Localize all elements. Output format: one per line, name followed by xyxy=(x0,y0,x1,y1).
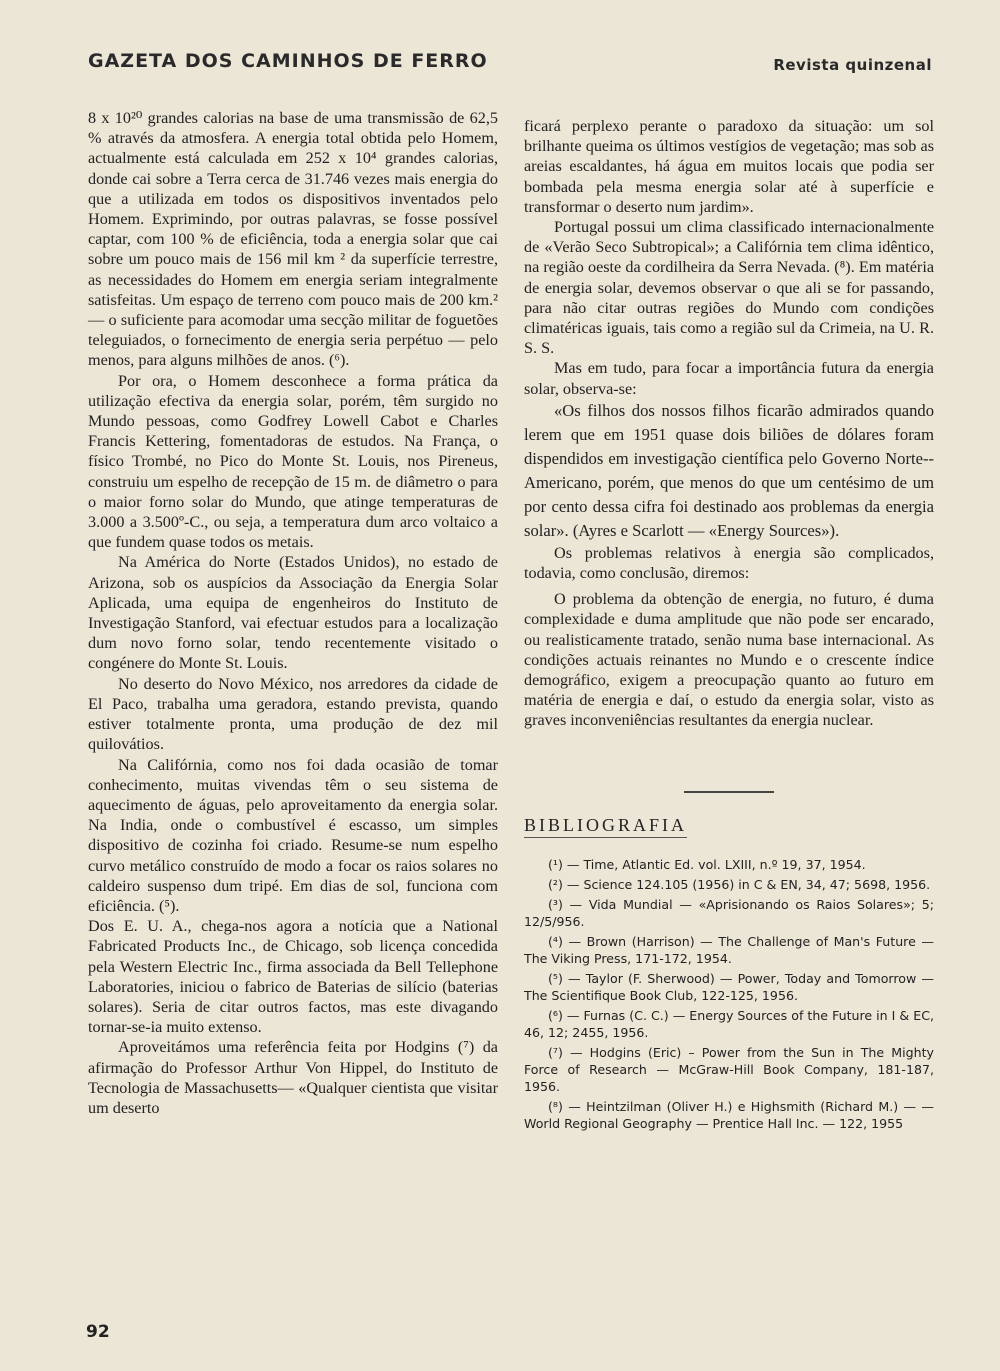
bibliography-list xyxy=(524,856,934,1132)
paragraph: ficará perplexo perante o paradoxo da situação: um sol brilhante queima os últimos vestígios de vegetação; mas sob as areias escaldantes, há água em muitos locais que podia ser bombada pela mesma energia solar até à superfície e transformar o deserto num jardim». xyxy=(524,117,934,216)
paragraph: Mas em tudo, para focar a importância futura da energia solar, observa-se: xyxy=(524,359,934,398)
paragraph: No deserto do Novo México, nos arredores da cidade de El Paco, trabalha uma geradora, estando prevista, quando estiver totalmente pronta, uma produção de dez mil quilovátios. xyxy=(88,674,498,754)
paragraph: 8 x 10²⁰ grandes calorias na base de uma transmissão de 62,5 % através da atmosfera. A energia total obtida pelo Homem, actualmente está calculada em 252 x 10⁴ grandes calorias, donde cai sobre a Terra cerca de 31.746 vezes mais energia do que a utilizada em todos os dispositivos inventados pelo Homem. Exprimindo, por outras palavras, se fosse possível captar, com 100 % de eficiência, toda a energia solar que cai sobre um pouco mais de 156 mil km ² da superfície terrestre, as necessidades do Homem em energia seriam integralmente satisfeitas. Um espaço de terreno com pouco mais de 200 km.² — o suficiente para acomodar uma secção militar de foguetões teleguiados, o fornecimento de energia seria perpétuo — pelo menos, para alguns milhões de anos. (⁶). xyxy=(88,109,498,370)
journal-title: GAZETA DOS CAMINHOS DE FERRO xyxy=(88,50,488,72)
bibliography-item: (⁸) — Heintzilman (Oliver H.) e Highsmith (Richard M.) — — World Regional Geography — Prentice Hall Inc. — 122, 1955 xyxy=(524,1098,934,1131)
bibliography-item: (³) — Vida Mundial — «Aprisionando os Raios Solares»; 5; 12/5/956. xyxy=(524,896,934,929)
paragraph: Dos E. U. A., chega-nos agora a notícia que a National Fabricated Products Inc., de Chicago, sob licença concedida pela Western Electric Inc., firma associada da Bell Tellephone Laboratories, iniciou o fabrico de Baterias de silício (baterias solares). Seria de citar outros factos, mas este divagando tornar-se-ia muito extenso. xyxy=(88,917,498,1037)
left-column xyxy=(88,108,498,1118)
paragraph: Aproveitámos uma referência feita por Hodgins (⁷) da afirmação do Professor Arthur Von Hippel, do Instituto de Tecnologia de Massachusetts— «Qualquer cientista que visitar um deserto xyxy=(88,1038,498,1117)
block-quote: «Os filhos dos nossos filhos ficarão admirados quando lerem que em 1951 quase dois biliões de dólares foram dispendidos em investigação científica pelo Governo Norte--Americano, porém, que menos do que um centésimo de um por cento dessa cifra foi destinado aos problemas da energia solar». (Ayres e Scarlott — «Energy Sources»). xyxy=(524,400,934,540)
section-divider xyxy=(684,791,774,793)
paragraph: Na América do Norte (Estados Unidos), no estado de Arizona, sob os auspícios da Associação da Energia Solar Aplicada, uma equipa de engenheiros do Instituto de Investigação Stanford, vai efectuar estudos para a localização dum novo forno solar, tendo recentemente visitado o congénere do Monte St. Louis. xyxy=(88,553,498,673)
bibliography-item: (⁵) — Taylor (F. Sherwood) — Power, Today and Tomorrow — The Scientifique Book Club, 122-125, 1956. xyxy=(524,970,934,1003)
paragraph: Os problemas relativos à energia são complicados, todavia, como conclusão, diremos: xyxy=(524,543,934,583)
bibliography-item: (⁴) — Brown (Harrison) — The Challenge of Man's Future — The Viking Press, 171-172, 1954. xyxy=(524,933,934,966)
bibliography-item: (⁷) — Hodgins (Eric) – Power from the Sun in The Mighty Force of Research — McGraw-Hill Book Company, 181-187, 1956. xyxy=(524,1044,934,1094)
conclusion-paragraph: O problema da obtenção de energia, no futuro, é duma complexidade e duma amplitude que não pode ser encarado, ou realisticamente tratado, senão numa base internacional. As condições actuais reinantes no Mundo e o crescente índice demográfico, exigem a preocupação quanto ao futuro em matéria de energia e daí, o estudo da energia solar, visto as graves inconveniências resultantes da energia nuclear. xyxy=(524,590,934,730)
journal-subtitle: Revista quinzenal xyxy=(773,56,932,74)
bibliography-item: (¹) — Time, Atlantic Ed. vol. LXIII, n.º 19, 37, 1954. xyxy=(548,856,866,872)
paragraph: Portugal possui um clima classificado internacionalmente de «Verão Seco Subtropical»; a Califórnia tem clima idêntico, na região oeste da cordilheira da Serra Nevada. (⁸). Em matéria de energia solar, devemos observar o que ali se for passando, para não citar outras regiões do Mundo com condições climatéricas iguais, tais como a região sul da Crimeia, na U. R. S. S. xyxy=(524,218,934,358)
page-number: 92 xyxy=(86,1322,110,1342)
bibliography-item: (⁶) — Furnas (C. C.) — Energy Sources of the Future in I & EC, 46, 12; 2455, 1956. xyxy=(524,1007,934,1040)
paragraph: Na Califórnia, como nos foi dada ocasião de tomar conhecimento, muitas vivendas têm o seu sistema de aquecimento de águas, pelo aproveitamento da energia solar. Na India, onde o combustível é escasso, um simples dispositivo de cozinha foi criado. Resume-se num espelho curvo metálico construído de modo a focar os raios solares no caldeiro suspenso dum tripé. Em dias de sol, funciona com eficiência. (⁵). xyxy=(88,755,498,915)
bibliography-title: BIBLIOGRAFIA xyxy=(524,815,687,838)
paragraph: Por ora, o Homem desconhece a forma prática da utilização efectiva da energia solar, porém, têm surgido no Mundo pessoas, como Godfrey Lowell Cabot e Charles Francis Kettering, fomentadoras de estudos. Na França, o físico Trombé, no Pico do Monte St. Louis, nos Pireneus, construiu um espelho de recepção de 15 m. de diâmetro o para o maior forno solar do Mundo, que atinge temperaturas de 3.000 a 3.500º-C., ou seja, a temperatura dum arco voltaico a que fundem quase todos os metais. xyxy=(88,371,498,552)
bibliography-item: (²) — Science 124.105 (1956) in C & EN, 34, 47; 5698, 1956. xyxy=(548,876,931,892)
right-column xyxy=(524,116,934,1135)
